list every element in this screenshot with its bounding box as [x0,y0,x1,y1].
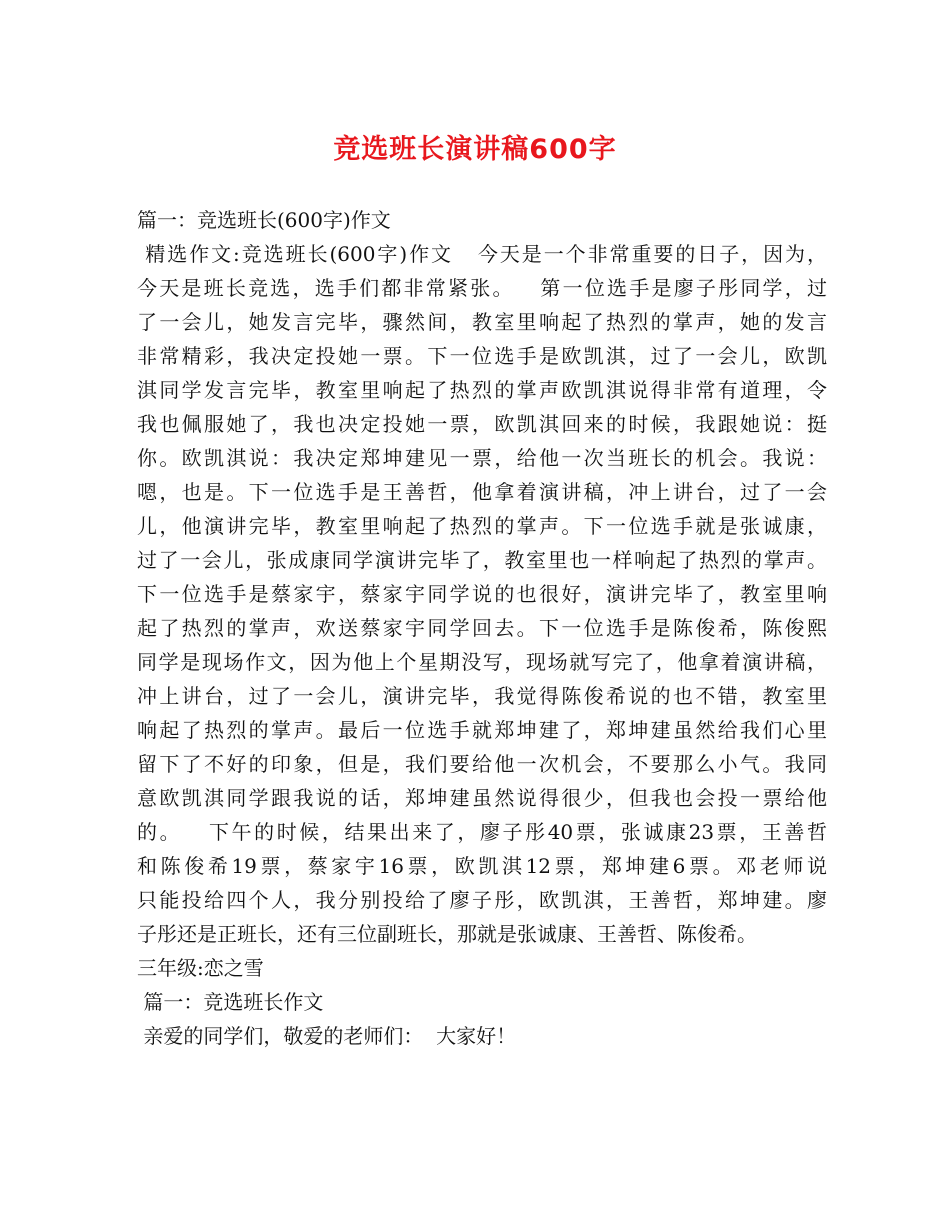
paragraph-line: 今天是班长竞选，选手们都非常紧张。 第一位选手是廖子彤同学，过 [137,276,827,300]
paragraph-line: 冲上讲台，过了一会儿，演讲完毕，我觉得陈俊希说的也不错，教室里 [137,684,827,708]
greeting-line: 亲爱的同学们，敬爱的老师们： 大家好！ [137,1024,517,1048]
paragraph-line: 我也佩服她了，我也决定投她一票，欧凯淇回来的时候，我跟她说：挺 [137,412,827,436]
paragraph-line: 精选作文:竞选班长(600字)作文 今天是一个非常重要的日子，因为， [137,242,827,266]
paragraph-line: 的。 下午的时候，结果出来了，廖子彤40票，张诚康23票，王善哲 [137,820,827,844]
paragraph-line: 只能投给四个人，我分别投给了廖子彤，欧凯淇，王善哲，郑坤建。廖 [137,888,827,912]
section-heading: 篇一：竞选班长作文 [137,990,324,1014]
paragraph-line: 非常精彩，我决定投她一票。下一位选手是欧凯淇，过了一会儿，欧凯 [137,344,827,368]
paragraph-line: 下一位选手是蔡家宇，蔡家宇同学说的也很好，演讲完毕了，教室里响 [137,582,827,606]
paragraph-line: 意欧凯淇同学跟我说的话，郑坤建虽然说得很少，但我也会投一票给他 [137,786,827,810]
paragraph-line: 留下了不好的印象，但是，我们要给他一次机会，不要那么小气。我同 [137,752,827,776]
author-line: 三年级:恋之雪 [137,956,264,980]
document-body [137,203,827,1053]
paragraph-line: 了一会儿，她发言完毕，骤然间，教室里响起了热烈的掌声，她的发言 [137,310,827,334]
paragraph-line: 嗯，也是。下一位选手是王善哲，他拿着演讲稿，冲上讲台，过了一会 [137,480,827,504]
page-title: 竞选班长演讲稿600字 [333,134,617,165]
paragraph-line: 和陈俊希19票，蔡家宇16票，欧凯淇12票，郑坤建6票。邓老师说 [137,854,827,878]
paragraph-line: 你。欧凯淇说：我决定郑坤建见一票，给他一次当班长的机会。我说： [137,446,827,470]
paragraph-line: 子彤还是正班长，还有三位副班长，那就是张诚康、王善哲、陈俊希。 [137,922,757,946]
section-heading: 篇一：竞选班长(600字)作文 [137,208,391,232]
paragraph-line: 起了热烈的掌声，欢送蔡家宇同学回去。下一位选手是陈俊希，陈俊熙 [137,616,827,640]
paragraph-line: 同学是现场作文，因为他上个星期没写，现场就写完了，他拿着演讲稿， [137,650,827,674]
paragraph-line: 过了一会儿，张成康同学演讲完毕了，教室里也一样响起了热烈的掌声。 [137,548,827,572]
paragraph-line: 响起了热烈的掌声。最后一位选手就郑坤建了，郑坤建虽然给我们心里 [137,718,827,742]
paragraph-line: 儿，他演讲完毕，教室里响起了热烈的掌声。下一位选手就是张诚康， [137,514,827,538]
paragraph-line: 淇同学发言完毕，教室里响起了热烈的掌声欧凯淇说得非常有道理，令 [137,378,827,402]
